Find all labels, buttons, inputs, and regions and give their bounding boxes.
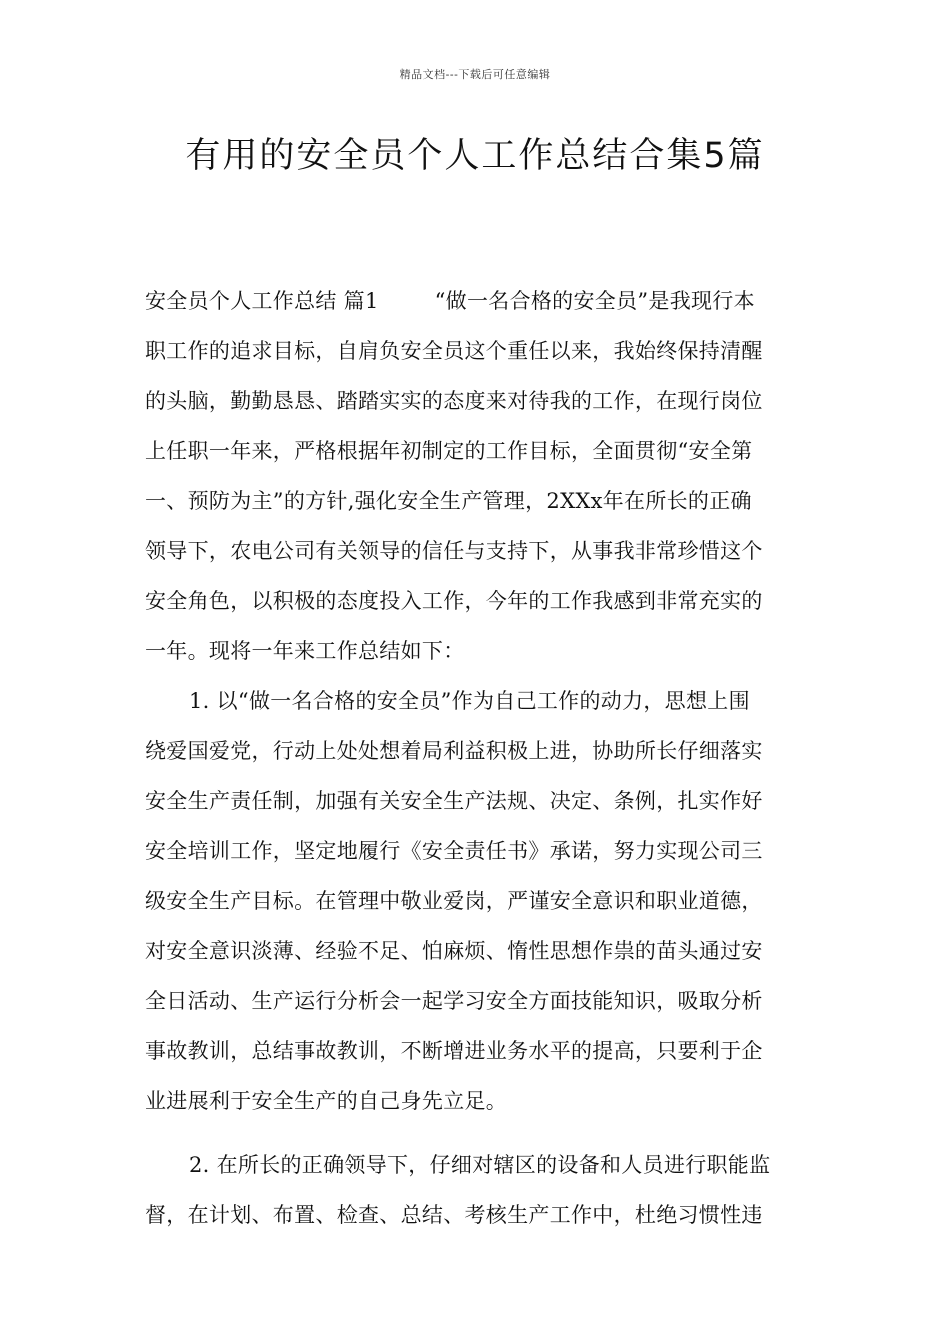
paragraph-line: 督，在计划、布置、检查、总结、考核生产工作中，杜绝习惯性违 — [145, 1203, 763, 1227]
paragraph-line: 一年。现将一年来工作总结如下： — [145, 639, 465, 663]
paragraph-line: 级安全生产目标。在管理中敬业爱岗，严谨安全意识和职业道德， — [145, 889, 763, 913]
paragraph-line: 安全角色，以积极的态度投入工作，今年的工作我感到非常充实的 — [145, 589, 763, 613]
paragraph-line: 1. 以“做一名合格的安全员”作为自己工作的动力，思想上围 — [189, 689, 750, 713]
document-title: 有用的安全员个人工作总结合集5篇 — [185, 136, 765, 176]
header-note: 精品文档---下载后可任意编辑 — [399, 68, 551, 81]
paragraph-line: 职工作的追求目标，自肩负安全员这个重任以来，我始终保持清醒 — [145, 339, 763, 363]
paragraph-line: 全日活动、生产运行分析会一起学习安全方面技能知识，吸取分析 — [145, 989, 763, 1013]
paragraph-line: 一、预防为主”的方针,强化安全生产管理，2XXx年在所长的正确 — [145, 489, 752, 513]
paragraph-line: 对安全意识淡薄、经验不足、怕麻烦、惰性思想作祟的苗头通过安 — [145, 939, 763, 963]
paragraph-line: 绕爱国爱党，行动上处处想着局利益积极上进，协助所长仔细落实 — [145, 739, 763, 763]
paragraph-line: 安全培训工作，坚定地履行《安全责任书》承诺，努力实现公司三 — [145, 839, 763, 863]
paragraph-line: 事故教训，总结事故教训，不断增进业务水平的提高，只要利于企 — [145, 1039, 763, 1063]
paragraph-line — [145, 286, 808, 336]
paragraph-line: 业进展利于安全生产的自己身先立足。 — [145, 1089, 508, 1113]
paragraph-line: 上任职一年来，严格根据年初制定的工作目标，全面贯彻“安全第 — [145, 439, 753, 463]
paragraph-line: 的头脑，勤勤恳恳、踏踏实实的态度来对待我的工作，在现行岗位 — [145, 389, 763, 413]
document-body — [145, 286, 808, 1250]
section-heading: 安全员个人工作总结 篇1 — [145, 289, 379, 313]
paragraph-line: 领导下，农电公司有关领导的信任与支持下，从事我非常珍惜这个 — [145, 539, 763, 563]
paragraph-line: 2. 在所长的正确领导下，仔细对辖区的设备和人员进行职能监 — [189, 1153, 771, 1177]
paragraph-text: “做一名合格的安全员”是我现行本 — [434, 289, 755, 313]
paragraph-line: 安全生产责任制，加强有关安全生产法规、决定、条例，扎实作好 — [145, 789, 763, 813]
